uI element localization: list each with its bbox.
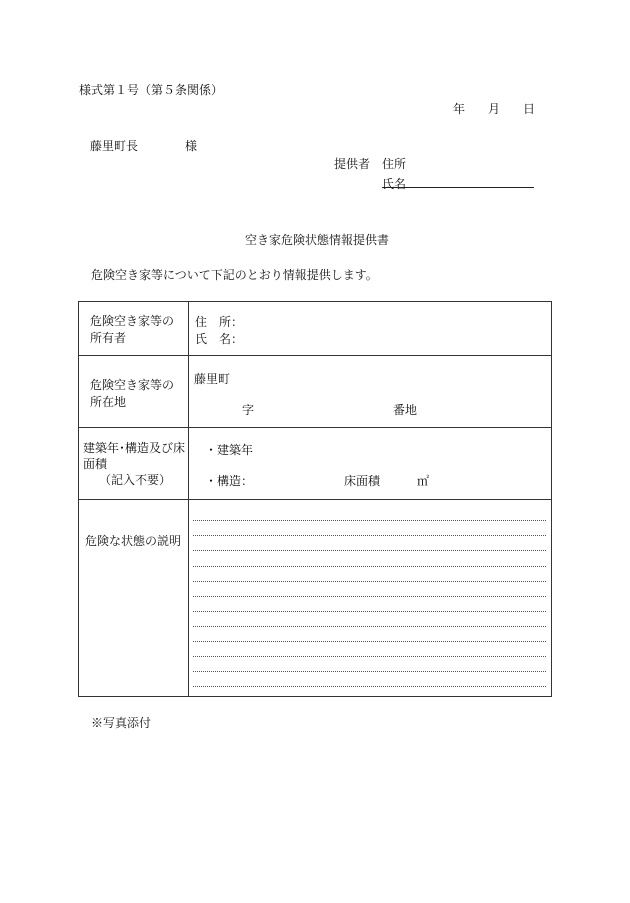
- building-area-unit: [417, 472, 429, 489]
- form-number: 様式第１号（第５条関係）: [79, 83, 224, 97]
- info-table: [78, 301, 552, 697]
- dotted-line: [193, 550, 546, 551]
- dotted-line: [193, 656, 546, 657]
- dotted-line: [193, 641, 546, 642]
- dotted-line: [193, 611, 546, 612]
- provider-address-label: 住所: [382, 157, 407, 171]
- owner-address-label: 住 所：: [195, 315, 244, 329]
- owner-label: 危険空き家等の 所有者: [90, 314, 175, 345]
- addressee-name: 藤里町長: [90, 139, 139, 153]
- building-structure-label: ・構造：: [205, 474, 254, 488]
- document-title: 空き家危険状態情報提供書: [245, 233, 390, 247]
- dotted-line: [193, 626, 546, 627]
- dotted-line: [193, 566, 546, 567]
- date-year-label: 年: [453, 102, 466, 116]
- danger-row: [79, 500, 552, 697]
- location-aza: 字: [242, 403, 255, 417]
- owner-value-cell: [189, 302, 552, 356]
- provider-name-line: [382, 172, 534, 188]
- building-label: 建築年･構造及び床 面積: [83, 441, 186, 471]
- location-label: 危険空き家等の 所在地: [90, 378, 175, 409]
- provider-label: 提供者: [334, 157, 371, 171]
- dotted-line: [193, 686, 546, 687]
- building-note: （記入不要）: [99, 473, 172, 487]
- danger-label: 危険な状態の説明: [85, 534, 182, 548]
- provider-name-label: 氏名: [382, 177, 407, 191]
- danger-value-cell: [189, 500, 552, 697]
- dotted-line: [193, 535, 546, 536]
- dotted-line: [193, 581, 546, 582]
- dotted-line: [193, 671, 546, 672]
- area-unit-text: ㎡: [417, 474, 430, 488]
- date-day-label: 日: [523, 102, 536, 116]
- owner-row: [79, 302, 552, 356]
- dotted-line: [193, 596, 546, 597]
- location-value-cell: [189, 356, 552, 428]
- owner-label-cell: [79, 302, 189, 356]
- location-town: 藤里町: [194, 372, 231, 386]
- location-label-cell: [79, 356, 189, 428]
- dotted-line: [193, 520, 546, 521]
- location-row: [79, 356, 552, 428]
- building-year-label: ・建築年: [205, 443, 254, 457]
- building-floor-area-label: 床面積: [344, 474, 381, 488]
- danger-label-cell: [79, 500, 189, 697]
- building-row: [79, 428, 552, 500]
- owner-name-label: 氏 名：: [195, 332, 244, 346]
- building-value-cell: [189, 428, 552, 500]
- date-month-label: 月: [488, 102, 501, 116]
- location-banchi: 番地: [393, 403, 418, 417]
- photo-attachment-note: ※写真添付: [91, 716, 152, 730]
- building-label-cell: [79, 428, 189, 500]
- intro-text: 危険空き家等について下記のとおり情報提供します。: [91, 268, 378, 282]
- addressee-honorific: 様: [185, 139, 198, 153]
